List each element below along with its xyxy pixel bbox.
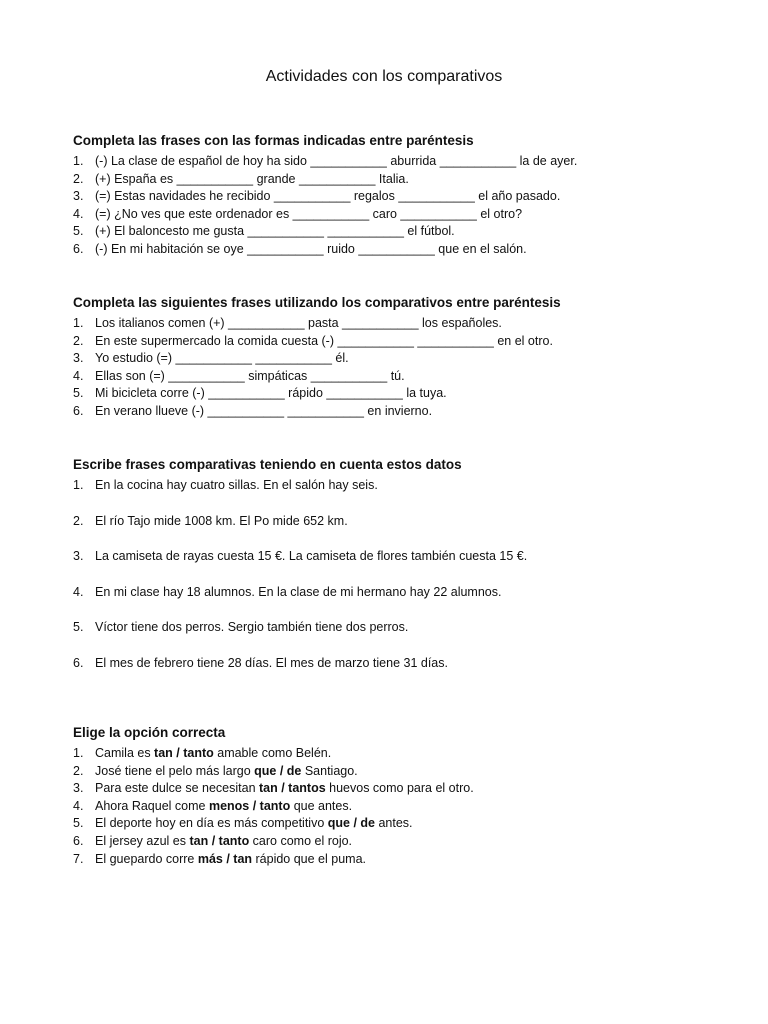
- list-item: [73, 333, 713, 351]
- item-options: que / de: [327, 816, 375, 831]
- item-text: El mes de febrero tiene 28 días. El mes de marzo tiene 31 días.: [95, 655, 448, 670]
- section-4-title: Elige la opción correcta: [73, 725, 226, 740]
- item-text: El jersey azul es: [95, 833, 190, 848]
- list-item: [73, 188, 713, 206]
- list-item: [73, 745, 713, 763]
- page-title: Actividades con los comparativos: [265, 68, 503, 85]
- item-text: El río Tajo mide 1008 km. El Po mide 652 km.: [95, 513, 348, 528]
- item-text: (=) Estas navidades he recibido ___________ regalos ___________ el año pasado.: [95, 189, 561, 204]
- list-item: [73, 619, 713, 637]
- item-options: más / tan: [197, 851, 253, 866]
- item-text: (+) El baloncesto me gusta ___________ ___________ el fútbol.: [95, 224, 455, 239]
- list-item: [73, 385, 713, 403]
- item-options: tan / tanto: [189, 833, 250, 848]
- item-text: El guepardo corre: [95, 851, 198, 866]
- item-number: 6.: [73, 241, 84, 256]
- item-text: En la cocina hay cuatro sillas. En el salón hay seis.: [95, 478, 378, 492]
- list-item: [73, 241, 713, 259]
- section-4: [73, 724, 713, 868]
- item-text: Los italianos comen (+) ___________ pasta ___________ los españoles.: [95, 316, 502, 330]
- list-item: [73, 477, 713, 495]
- item-number: 3.: [73, 781, 84, 796]
- item-number: 3.: [73, 351, 84, 366]
- item-text: (-) La clase de español de hoy ha sido ___________ aburrida ___________ la de ayer.: [95, 154, 578, 168]
- item-number: 1.: [73, 154, 84, 168]
- item-number: 5.: [73, 224, 84, 239]
- item-text: (=) ¿No ves que este ordenador es ___________ caro ___________ el otro?: [95, 206, 523, 221]
- list-item: [73, 315, 713, 333]
- list-item: [73, 171, 713, 189]
- item-text: La camiseta de rayas cuesta 15 €. La camiseta de flores también cuesta 15 €.: [95, 549, 528, 564]
- item-number: 5.: [73, 620, 84, 635]
- item-text: Ellas son (=) ___________ simpáticas ___________ tú.: [95, 368, 405, 383]
- list-item: [73, 851, 713, 869]
- item-number: 3.: [73, 189, 84, 204]
- section-2-title: Completa las siguientes frases utilizando los comparativos entre paréntesis: [73, 295, 561, 310]
- item-text: Para este dulce se necesitan: [95, 781, 259, 796]
- item-text: En este supermercado la comida cuesta (-) ___________ ___________ en el otro.: [95, 333, 553, 348]
- list-item: [73, 655, 713, 673]
- item-text: huevos como para el otro.: [325, 781, 474, 796]
- list-item: [73, 780, 713, 798]
- item-text: Yo estudio (=) ___________ ___________ él.: [95, 351, 349, 366]
- list-item: [73, 350, 713, 368]
- item-text: antes.: [375, 816, 413, 831]
- item-text: (+) España es ___________ grande ___________ Italia.: [95, 171, 409, 186]
- list-item: [73, 815, 713, 833]
- item-number: 6.: [73, 403, 84, 418]
- section-2: [73, 294, 713, 421]
- item-text: Santiago.: [301, 763, 358, 778]
- item-text: (-) En mi habitación se oye ___________ ruido ___________ que en el salón.: [95, 241, 527, 256]
- list-item: [73, 206, 713, 224]
- item-number: 5.: [73, 816, 84, 831]
- section-1-title: Completa las frases con las formas indicadas entre paréntesis: [73, 133, 474, 148]
- section-3-title: Escribe frases comparativas teniendo en cuenta estos datos: [73, 457, 462, 472]
- item-number: 2.: [73, 171, 84, 186]
- item-options: tan / tantos: [259, 781, 326, 796]
- item-number: 6.: [73, 833, 84, 848]
- item-text: Víctor tiene dos perros. Sergio también tiene dos perros.: [95, 620, 409, 635]
- list-item: [73, 368, 713, 386]
- item-number: 1.: [73, 478, 84, 492]
- item-options: tan / tanto: [154, 746, 214, 760]
- list-item: [73, 223, 713, 241]
- item-text: rápido que el puma.: [252, 851, 366, 866]
- item-text: El deporte hoy en día es más competitivo: [95, 816, 328, 831]
- item-text: que antes.: [290, 798, 353, 813]
- list-item: [73, 798, 713, 816]
- item-text: Mi bicicleta corre (-) ___________ rápido ___________ la tuya.: [95, 386, 447, 401]
- item-text: Ahora Raquel come: [95, 798, 209, 813]
- list-item: [73, 513, 713, 531]
- list-item: [73, 153, 713, 171]
- item-text: amable como Belén.: [213, 746, 332, 760]
- item-options: que / de: [254, 763, 302, 778]
- item-number: 1.: [73, 746, 84, 760]
- item-number: 4.: [73, 206, 84, 221]
- item-text: En verano llueve (-) ___________ ___________ en invierno.: [95, 403, 433, 418]
- item-text: caro como el rojo.: [249, 833, 353, 848]
- item-options: menos / tanto: [208, 798, 291, 813]
- item-number: 1.: [73, 316, 84, 330]
- item-number: 2.: [73, 763, 84, 778]
- list-item: [73, 763, 713, 781]
- list-item: [73, 584, 713, 602]
- item-number: 3.: [73, 549, 84, 564]
- item-text: José tiene el pelo más largo: [95, 763, 255, 778]
- item-text: Camila es: [95, 746, 155, 760]
- list-item: [73, 833, 713, 851]
- list-item: [73, 548, 713, 566]
- section-1: [73, 132, 713, 259]
- item-number: 4.: [73, 368, 84, 383]
- item-number: 6.: [73, 655, 84, 670]
- item-number: 5.: [73, 386, 84, 401]
- item-number: 4.: [73, 584, 84, 599]
- item-number: 2.: [73, 333, 84, 348]
- list-item: [73, 403, 713, 421]
- item-number: 7.: [73, 851, 84, 866]
- item-text: En mi clase hay 18 alumnos. En la clase de mi hermano hay 22 alumnos.: [95, 584, 502, 599]
- item-number: 2.: [73, 513, 84, 528]
- item-number: 4.: [73, 798, 84, 813]
- section-3: [73, 456, 713, 691]
